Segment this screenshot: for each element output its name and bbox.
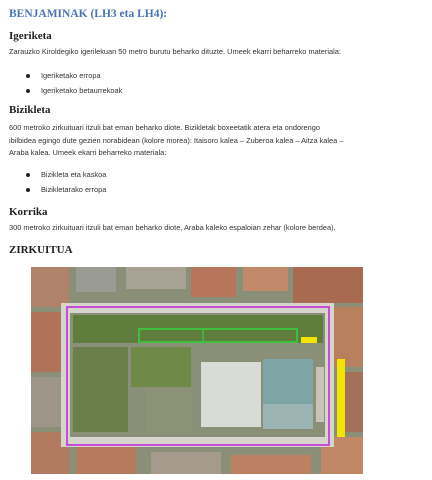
aerial-map-image — [31, 267, 363, 474]
section-text-bizikleta — [9, 122, 423, 160]
page-title: BENJAMINAK (LH3 eta LH4): — [9, 8, 168, 20]
list-item: Igeriketako betaurrekoak — [24, 83, 122, 98]
text-line: 600 metroko zirkuituari itzuli bat eman beharko diote. Bizikletak boxeetatik atera eta ondorengo — [9, 123, 320, 132]
bullet-list-igeriketa — [24, 68, 122, 98]
bullet-list-bizikleta — [24, 167, 106, 197]
text-line: ibilbidea egingo dute gezien norabidean (kolore morea): Itaisoro kalea – Zuberoa kalea – Aitza kalea – — [9, 135, 344, 145]
list-item: Igeriketako erropa — [24, 68, 122, 83]
section-text-igeriketa: Zarauzko Kiroldegiko igerilekuan 50 metro burutu beharko dituzte. Umeek ekarri beharreko materiala: — [9, 47, 341, 56]
list-item: Bizikletarako erropa — [24, 182, 106, 197]
section-heading-korrika: Korrika — [9, 206, 48, 218]
pool-roof — [263, 359, 313, 404]
list-item: Bizikleta eta kaskoa — [24, 167, 106, 182]
circuit-heading: ZIRKUITUA — [9, 244, 73, 256]
transition-area — [337, 359, 345, 437]
sports-centre-roof — [201, 362, 261, 427]
trees-area — [73, 347, 128, 432]
section-heading-bizikleta: Bizikleta — [9, 104, 51, 116]
circuit-map — [31, 267, 363, 474]
bike-boxes — [301, 337, 317, 343]
text-line: Araba kalea. Umeek ekarri beharreko materiala: — [9, 148, 167, 158]
section-heading-igeriketa: Igeriketa — [9, 30, 52, 42]
section-text-korrika: 300 metroko zirkuituari itzuli bat eman beharko diote, Araba kaleko espaloian zehar (kolore berdea). — [9, 223, 336, 232]
